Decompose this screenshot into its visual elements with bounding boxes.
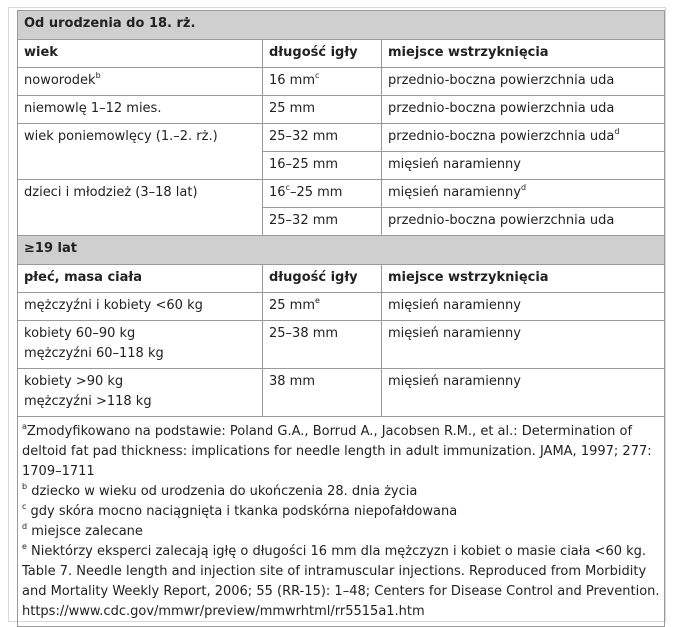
injection-site-cell: przednio-boczna powierzchnia uda <box>382 68 665 96</box>
needle-length-cell: 25 $mm^e$ <box>263 293 382 321</box>
sex-weight-cell: mężczyźni i kobiety <60 kg <box>18 293 263 321</box>
table-row <box>18 180 665 208</box>
source-citation: Table 7. Needle length and injection site of intramuscular injections. Reproduced from Morbidity and Mortality Weekly Report, 2006; 55 (RR-15): 1–48; Centers for Disease Control and Prevention. https://www.cdc.gov/mmwr/preview/mmwrhtml/rr5515a1.htm <box>22 564 660 619</box>
age-cell: wiek poniemowlęcy (1.–2. rż.) <box>18 124 263 180</box>
column-header-row <box>18 265 665 293</box>
table-row <box>18 68 665 96</box>
column-header-injection-site: miejsce wstrzyknięcia <box>382 265 665 293</box>
table-row <box>18 369 665 417</box>
age-cell: dzieci i młodzież (3–18 lat) <box>18 180 263 236</box>
footnotes-cell <box>18 417 665 627</box>
needle-length-cell: 25–32 mm <box>263 124 382 152</box>
table-row <box>18 293 665 321</box>
footnote-marker: d <box>521 182 527 192</box>
age-cell: niemowlę 1–12 mies. <box>18 96 263 124</box>
injection-site-cell: przednio-boczna powierzchnia uda <box>382 208 665 236</box>
footnote-a: $^a$Zmodyfikowano na podstawie: Poland G.A., Borrud A., Jacobsen R.M., et al.: Determination of deltoid fat pad thickness: implications for needle length in adult immunization. JAMA, 1997; 277: 1709–1711 <box>22 421 652 479</box>
section-header-adults <box>18 236 665 265</box>
needle-length-table <box>17 10 665 627</box>
needle-length-cell: 25 mm <box>263 96 382 124</box>
footnote-marker: e <box>315 295 320 305</box>
footnote-marker: c <box>285 182 290 192</box>
column-header-row <box>18 40 665 68</box>
section-title: Od urodzenia do 18. rż. <box>18 11 665 40</box>
table-row <box>18 124 665 152</box>
injection-site-cell: przednio-boczna powierzchnia uda <box>382 96 665 124</box>
injection-site-cell: mięsień naramienny <box>382 369 665 417</box>
needle-length-cell: 25–38 mm <box>263 321 382 369</box>
age-cell: noworodek$^b$ <box>18 68 263 96</box>
footnote-marker: b <box>95 70 101 80</box>
section-title: ≥19 lat <box>18 236 665 265</box>
needle-length-cell: 16–25 mm <box>263 152 382 180</box>
table-row <box>18 321 665 369</box>
footnote-c: $^c$ gdy skóra mocno naciągnięta i tkanka podskórna niepofałdowana <box>22 501 458 519</box>
needle-length-cell: 25–32 mm <box>263 208 382 236</box>
column-header-injection-site: miejsce wstrzyknięcia <box>382 40 665 68</box>
sex-weight-cell: kobiety 60–90 kg mężczyźni 60–118 kg <box>18 321 263 369</box>
injection-site-cell: mięsień naramienny <box>382 293 665 321</box>
injection-site-cell: mięsień naramienny <box>382 321 665 369</box>
injection-site-cell: mięsień naramienny <box>382 152 665 180</box>
needle-length-cell: 38 mm <box>263 369 382 417</box>
needle-length-cell: 16$^c$–25 mm <box>263 180 382 208</box>
sex-weight-cell: kobiety >90 kg mężczyźni >118 kg <box>18 369 263 417</box>
footnote-b: $^b$ dziecko w wieku od urodzenia do ukończenia 28. dnia życia <box>22 481 418 499</box>
footnotes-row <box>18 417 665 627</box>
column-header-sex-weight: płeć, masa ciała <box>18 265 263 293</box>
column-header-needle-length: długość igły <box>263 40 382 68</box>
injection-site-cell: mięsień naramienny$^d$ <box>382 180 665 208</box>
footnote-d: $^d$ miejsce zalecane <box>22 521 143 539</box>
footnote-e: $^e$ Niektórzy eksperci zalecają igłę o długości 16 mm dla mężczyzn i kobiet o masie ciała <60 kg. <box>22 541 647 559</box>
needle-length-cell: 16 $mm^c$ <box>263 68 382 96</box>
section-header-children <box>18 11 665 40</box>
column-header-age: wiek <box>18 40 263 68</box>
footnote-marker: d <box>614 126 620 136</box>
table-row <box>18 96 665 124</box>
footnote-marker: c <box>315 70 320 80</box>
column-header-needle-length: długość igły <box>263 265 382 293</box>
injection-site-cell: przednio-boczna powierzchnia uda$^d$ <box>382 124 665 152</box>
